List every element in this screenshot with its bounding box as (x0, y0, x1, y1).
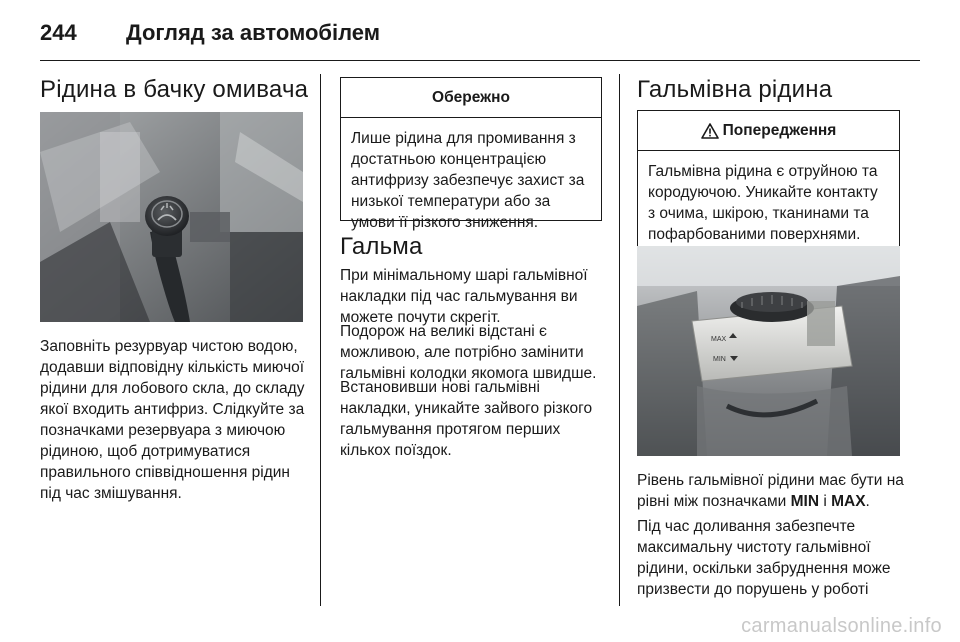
brake-fluid-heading: Гальмівна рідина (637, 76, 833, 103)
min-marking: MIN (713, 356, 726, 363)
warning-header (638, 111, 899, 151)
caution-text: Лише рідина для промивання з достатньою концентрацією антифризу забезпечує захист за низької температури або за умови її різкого зниження. (351, 130, 585, 231)
watermark-text: carmanualsonline.info (741, 615, 942, 637)
brakes-paragraph-1: При мінімальному шарі гальмівної накладки під час гальмування ви можете почути скрегіт. (340, 267, 588, 326)
page-title: Догляд за автомобілем (126, 20, 381, 45)
max-marking: MAX (711, 336, 727, 343)
brakes-paragraph-2: Подорож на великі відстані є можливою, але потрібно замінити гальмівні колодки якомога швидше. (340, 323, 597, 382)
brake-fluid-reservoir-photo (637, 246, 900, 456)
warning-title: Попередження (722, 121, 837, 139)
column-divider-2 (619, 74, 620, 606)
washer-fluid-heading: Рідина в бачку омивача (40, 76, 309, 103)
level-text-prefix: Рівень гальмівної рідини має бути на рівні між позначками (637, 472, 904, 510)
brake-fluid-clean-paragraph: Під час доливання забезпечте максимальну чистоту гальмівної рідини, оскільки забруднення може призвести до порушень у роботі (637, 518, 891, 598)
brake-fluid-level-paragraph (637, 470, 907, 512)
level-text-suffix: . (865, 493, 870, 510)
brakes-heading: Гальма (340, 233, 423, 260)
warning-triangle-icon (701, 123, 719, 139)
page-header (40, 14, 920, 54)
max-label: MAX (831, 493, 866, 510)
min-label: MIN (790, 493, 820, 510)
brake-reservoir-illustration (637, 246, 900, 456)
brakes-paragraph-3: Встановивши нові гальмівні накладки, уникайте зайвого різкого гальмування протягом перших кількох поїздок. (340, 379, 593, 459)
engine-bay-illustration (40, 112, 303, 322)
caution-title: Обережно (341, 78, 601, 118)
washer-fluid-paragraph: Заповніть резурвуар чистою водою, додавши відповідну кількість миючої рідини для лобового скла, до складу якої входить антифриз. Слідкуйте за позначками резервуара з миючою рідиною, щоб дотримуватися правильного співвідношення рідин під час змішування. (40, 338, 305, 502)
column-divider-1 (320, 74, 321, 606)
level-text-mid: і (819, 493, 832, 510)
page-number: 244 (40, 20, 77, 45)
header-divider (40, 60, 920, 61)
warning-box (637, 110, 900, 266)
washer-fluid-reservoir-photo (40, 112, 303, 322)
caution-box (340, 77, 602, 231)
warning-text: Гальмівна рідина є отруйною та кородуючою. Уникайте контакту з очима, шкірою, тканинами та пофарбованими поверхнями. (648, 163, 878, 243)
